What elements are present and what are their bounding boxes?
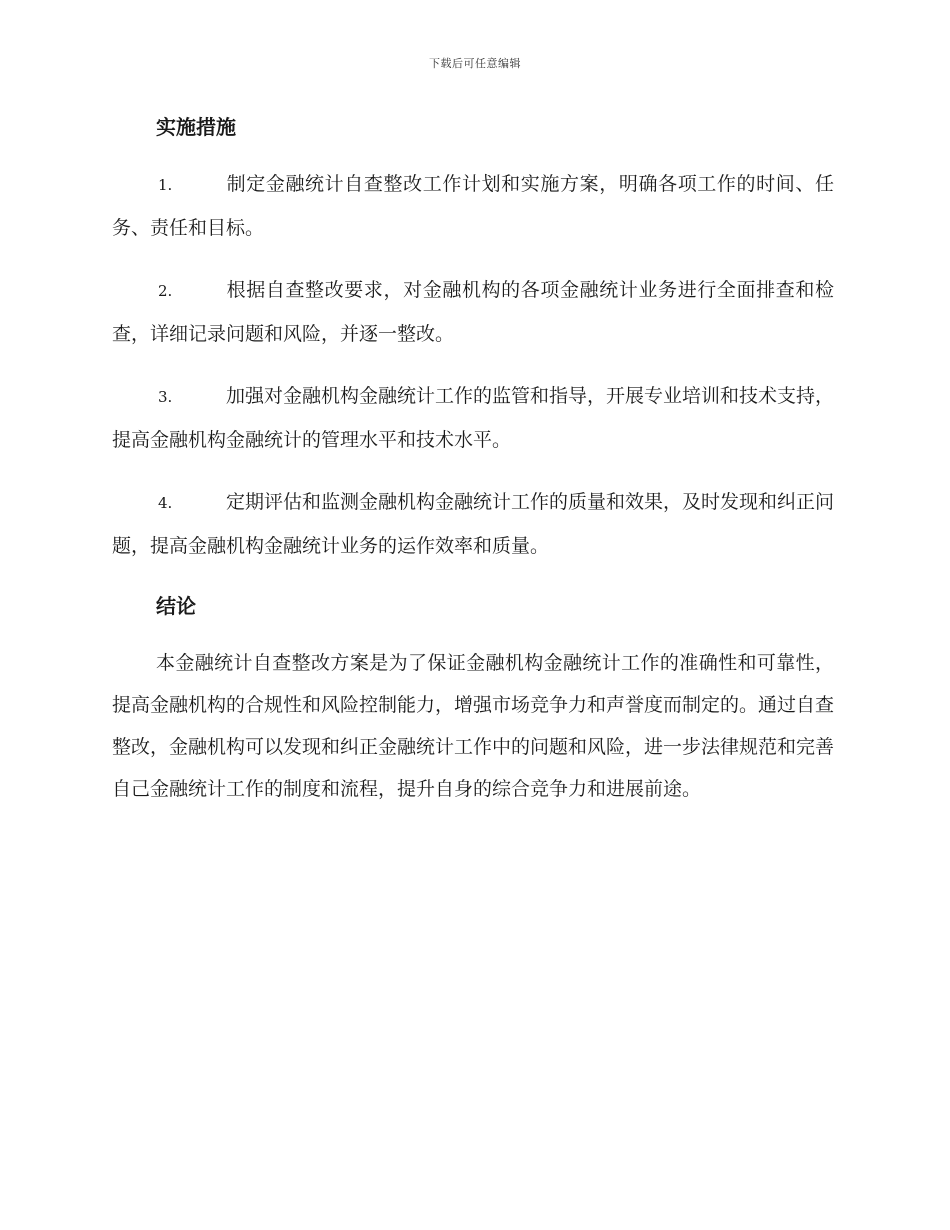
list-item	[112, 481, 834, 568]
page-header-note: 下载后可任意编辑	[429, 57, 521, 70]
list-item	[112, 163, 834, 250]
conclusion-paragraph: 本金融统计自查整改方案是为了保证金融机构金融统计工作的准确性和可靠性，提高金融机构的合规性和风险控制能力，增强市场竞争力和声誉度而制定的。通过自查整改，金融机构可以发现和纠正金融统计工作中的问题和风险，进一步法律规范和完善自己金融统计工作的制度和流程，提升自身的综合竞争力和进展前途。	[112, 652, 835, 800]
list-item-text: 根据自查整改要求，对金融机构的各项金融统计业务进行全面排查和检查，详细记录问题和风险，并逐一整改。	[112, 279, 834, 345]
document-body	[112, 108, 834, 810]
list-item	[112, 375, 834, 462]
list-item-number: 4.	[158, 494, 173, 512]
list-item-text: 定期评估和监测金融机构金融统计工作的质量和效果，及时发现和纠正问题，提高金融机构金融统计业务的运作效率和质量。	[112, 491, 835, 557]
list-item-text: 加强对金融机构金融统计工作的监管和指导，开展专业培训和技术支持，提高金融机构金融统计的管理水平和技术水平。	[112, 385, 835, 451]
section-title-measures: 实施措施	[156, 115, 236, 139]
list-item	[112, 269, 834, 356]
list-item-text: 制定金融统计自查整改工作计划和实施方案，明确各项工作的时间、任务、责任和目标。	[112, 173, 834, 239]
section-title-conclusion: 结论	[156, 594, 196, 618]
list-item-number: 3.	[158, 388, 173, 406]
list-item-number: 2.	[158, 282, 173, 300]
list-item-number: 1.	[158, 176, 173, 194]
